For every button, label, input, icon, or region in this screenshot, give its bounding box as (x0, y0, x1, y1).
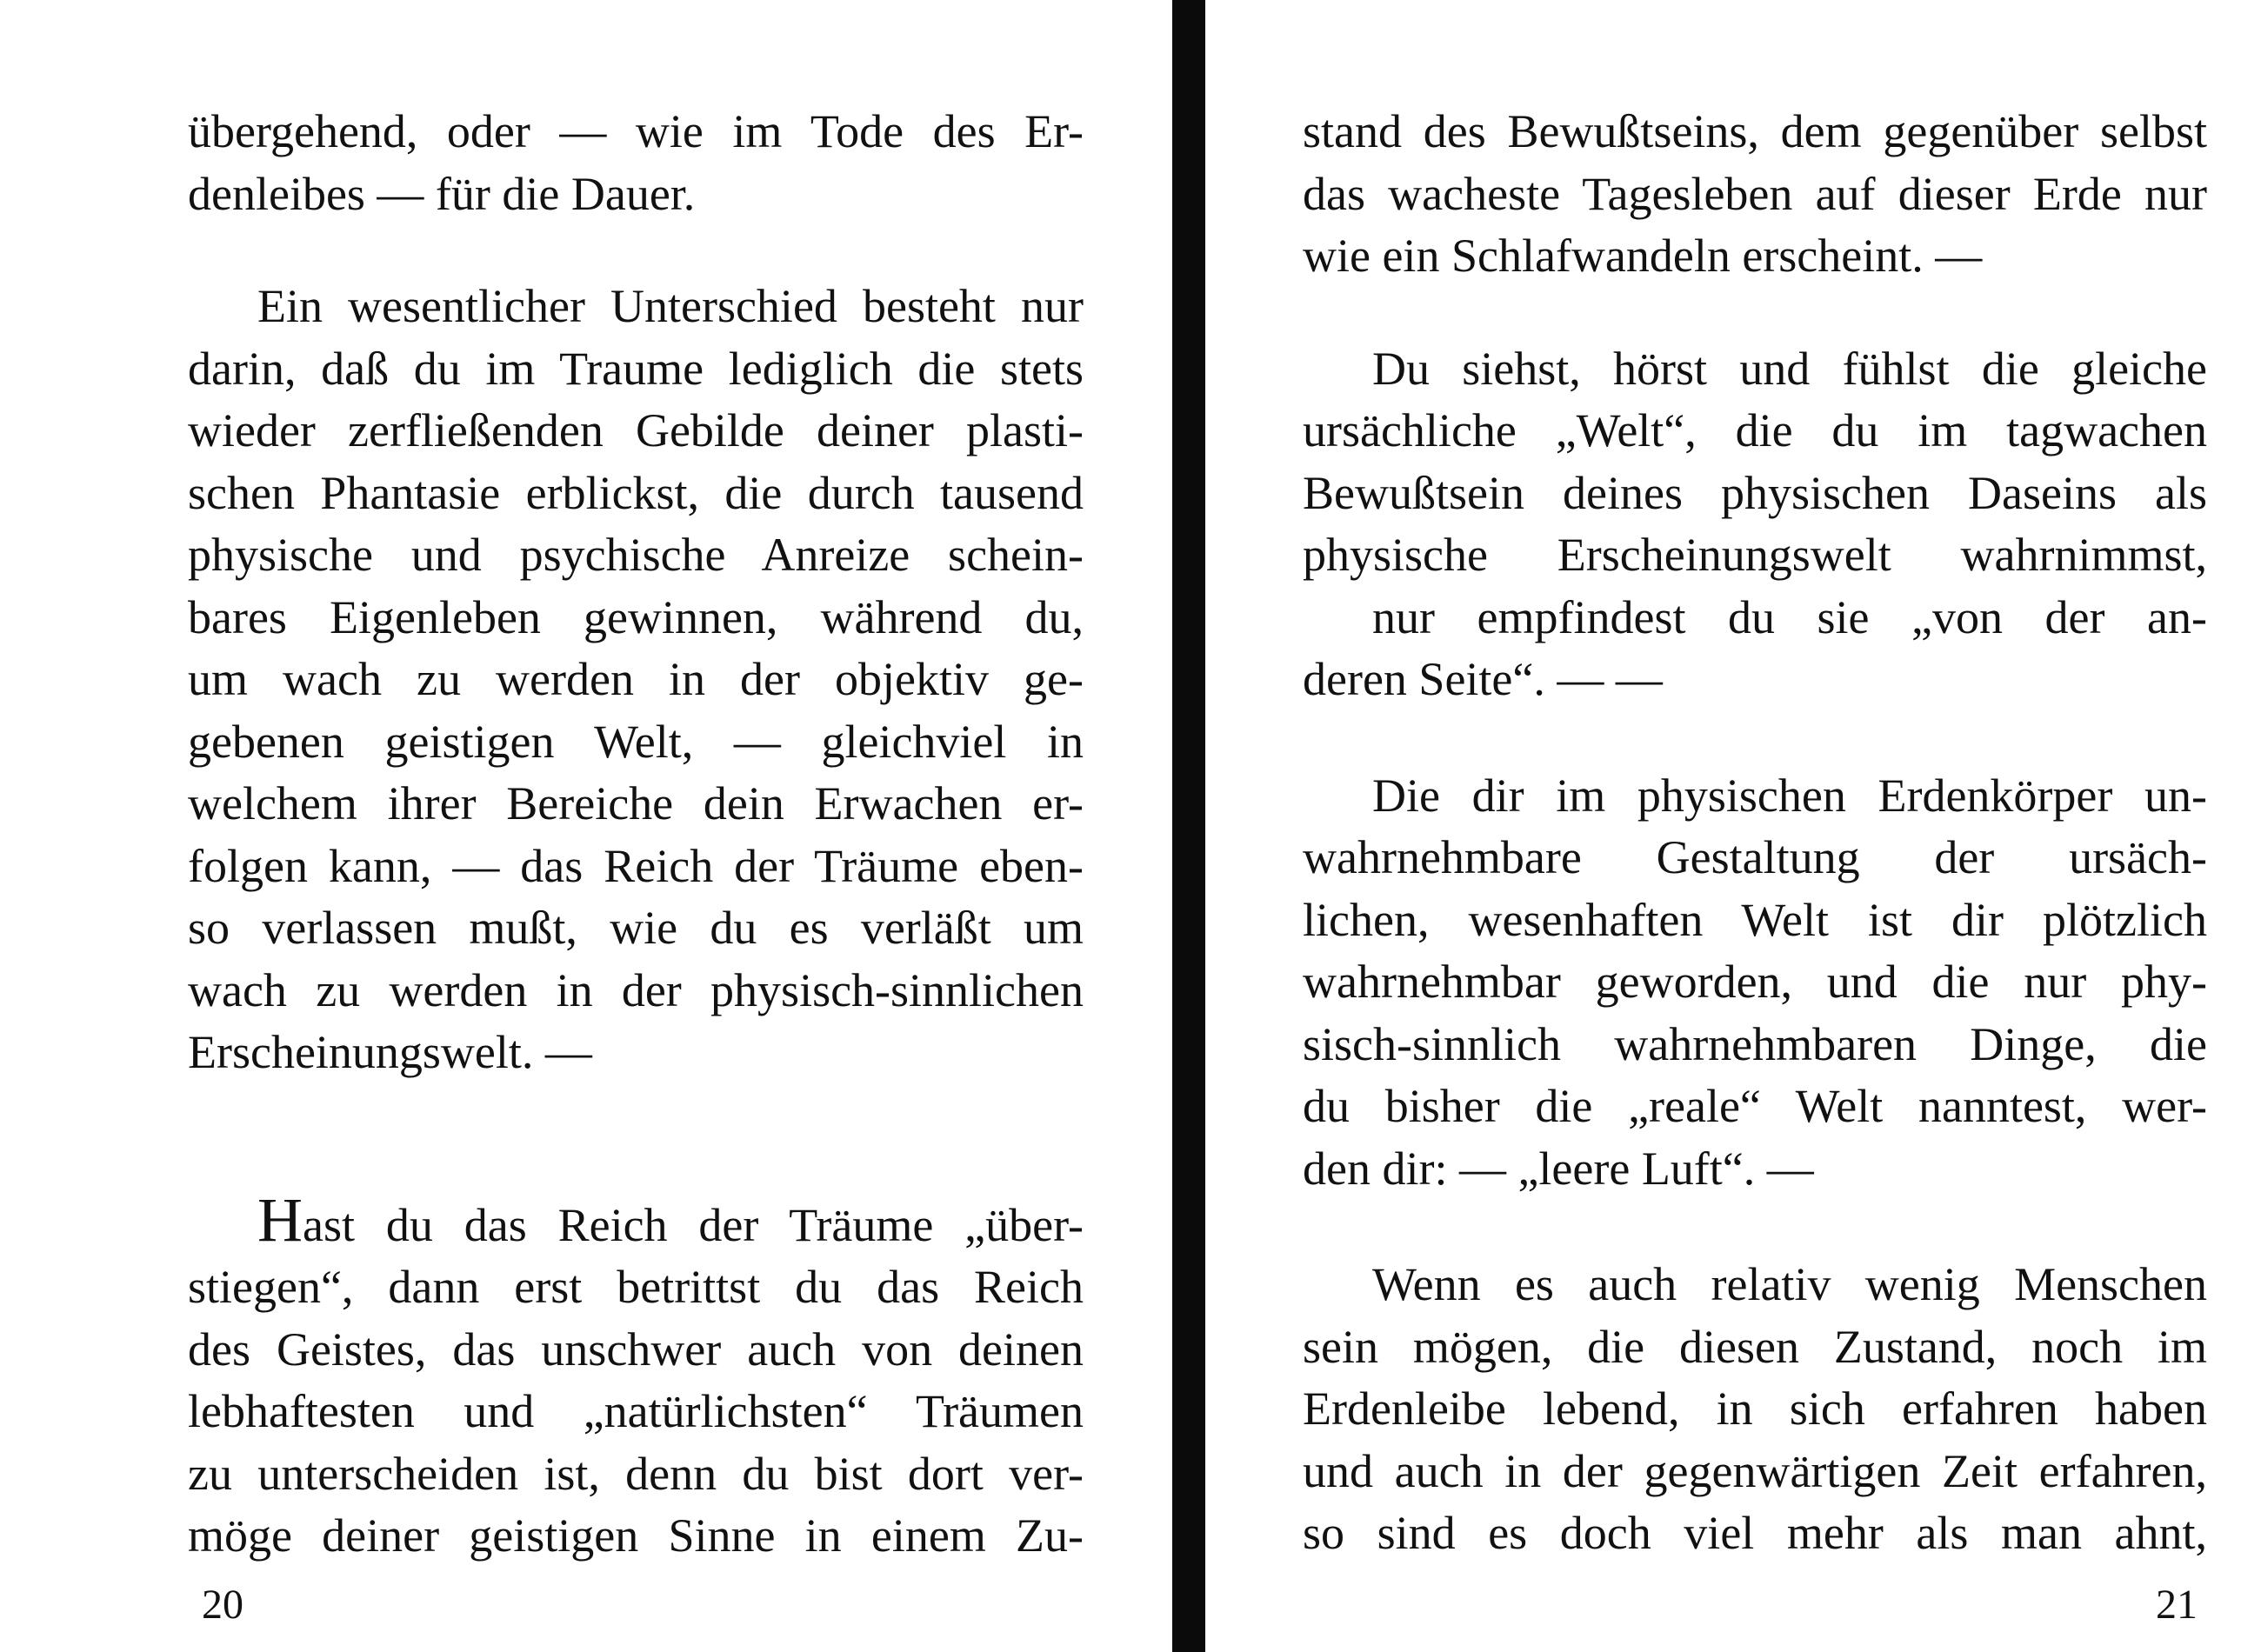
text-line: wieder zerfließenden Gebilde deiner plasti- (188, 404, 1084, 456)
text-line: Erdenleibe lebend, in sich erfahren haben (1303, 1382, 2207, 1435)
text-line: wahrnehmbare Gestaltung der ursäch- (1303, 831, 2207, 883)
right-page (1217, 0, 2261, 1652)
text-line: wahrnehmbar geworden, und die nur phy- (1303, 956, 2207, 1008)
right-paragraph-4 (1303, 1254, 2207, 1565)
text-line: du bisher die „reale“ Welt nanntest, wer- (1303, 1080, 2207, 1132)
text-line: folgen kann, — das Reich der Träume eben- (188, 839, 1084, 892)
right-paragraph-1 (1303, 101, 2207, 288)
text-line: möge deiner geistigen Sinne in einem Zu- (188, 1509, 1084, 1562)
text-line: wie ein Schlafwandeln erscheint. — (1303, 230, 1983, 282)
text-line: und auch in der gegenwärtigen Zeit erfahren, (1303, 1444, 2207, 1497)
text-line: um wach zu werden in der objektiv ge- (188, 653, 1084, 705)
left-paragraph-3 (188, 1189, 1084, 1568)
text-line: das wacheste Tagesleben auf dieser Erde nur (1303, 167, 2207, 220)
text-line: Ein wesentlicher Unterschied besteht nur (257, 280, 1084, 332)
text-line: schen Phantasie erblickst, die durch tausend (188, 466, 1084, 519)
text-line: so sind es doch viel mehr als man ahnt, (1303, 1507, 2207, 1559)
right-paragraph-2 (1303, 338, 2207, 711)
text-line: Bewußtsein deines physischen Daseins als (1303, 466, 2207, 519)
text-line: übergehend, oder — wie im Tode des Er- (188, 105, 1084, 157)
left-paragraph-1 (188, 101, 1084, 225)
text-line: so verlassen mußt, wie du es verläßt um (188, 902, 1084, 954)
book-spine (1172, 0, 1205, 1652)
text-line: den dir: — „leere Luft“. — (1303, 1142, 1814, 1195)
text-line-rest: ast du das Reich der Träume „über- (303, 1198, 1084, 1251)
page-number: 20 (202, 1582, 243, 1628)
text-line (188, 1189, 1084, 1257)
text-line: zu unterscheiden ist, denn du bist dort ver- (188, 1447, 1084, 1500)
text-line: stiegen“, dann erst betrittst du das Reich (188, 1261, 1084, 1313)
left-paragraph-2 (188, 276, 1084, 1084)
text-line: sisch-sinnlich wahrnehmbaren Dinge, die (1303, 1017, 2207, 1070)
text-line: denleibes — für die Dauer. (188, 167, 696, 220)
text-line: physische und psychische Anreize schein- (188, 529, 1084, 581)
page-number: 21 (2156, 1582, 2198, 1628)
text-line: welchem ihrer Bereiche dein Erwachen er- (188, 777, 1084, 829)
text-line: Die dir im physischen Erdenkörper un- (1372, 769, 2207, 822)
text-line: Wenn es auch relativ wenig Menschen (1372, 1258, 2207, 1310)
text-line: lebhaftesten und „natürlichsten“ Träumen (188, 1385, 1084, 1437)
text-line: lichen, wesenhaften Welt ist dir plötzlich (1303, 893, 2207, 946)
text-line: sein mögen, die diesen Zustand, noch im (1303, 1320, 2207, 1373)
text-line: bares Eigenleben gewinnen, während du, (188, 590, 1084, 643)
initial-letter: H (257, 1188, 303, 1255)
text-line: stand des Bewußtseins, dem gegenüber selbst (1303, 105, 2207, 157)
text-line: ursächliche „Welt“, die du im tagwachen (1303, 404, 2207, 456)
text-line: physische Erscheinungswelt wahrnimmst, (1303, 529, 2207, 581)
left-page-text (188, 101, 1084, 1568)
text-line: des Geistes, das unschwer auch von deinen (188, 1322, 1084, 1376)
text-line: Erscheinungswelt. — (188, 1026, 592, 1078)
right-paragraph-3 (1303, 765, 2207, 1201)
text-line: deren Seite“. — — (1303, 653, 1663, 705)
text-line: gebenen geistigen Welt, — gleichviel in (188, 715, 1084, 768)
text-line: Du siehst, hörst und fühlst die gleiche (1372, 342, 2207, 395)
text-line: wach zu werden in der physisch-sinnlichen (188, 963, 1084, 1016)
text-line: darin, daß du im Traume lediglich die stets (188, 342, 1084, 395)
right-page-text (1303, 101, 2207, 1565)
text-line: nur empfindest du sie „von der an- (1372, 590, 2207, 643)
